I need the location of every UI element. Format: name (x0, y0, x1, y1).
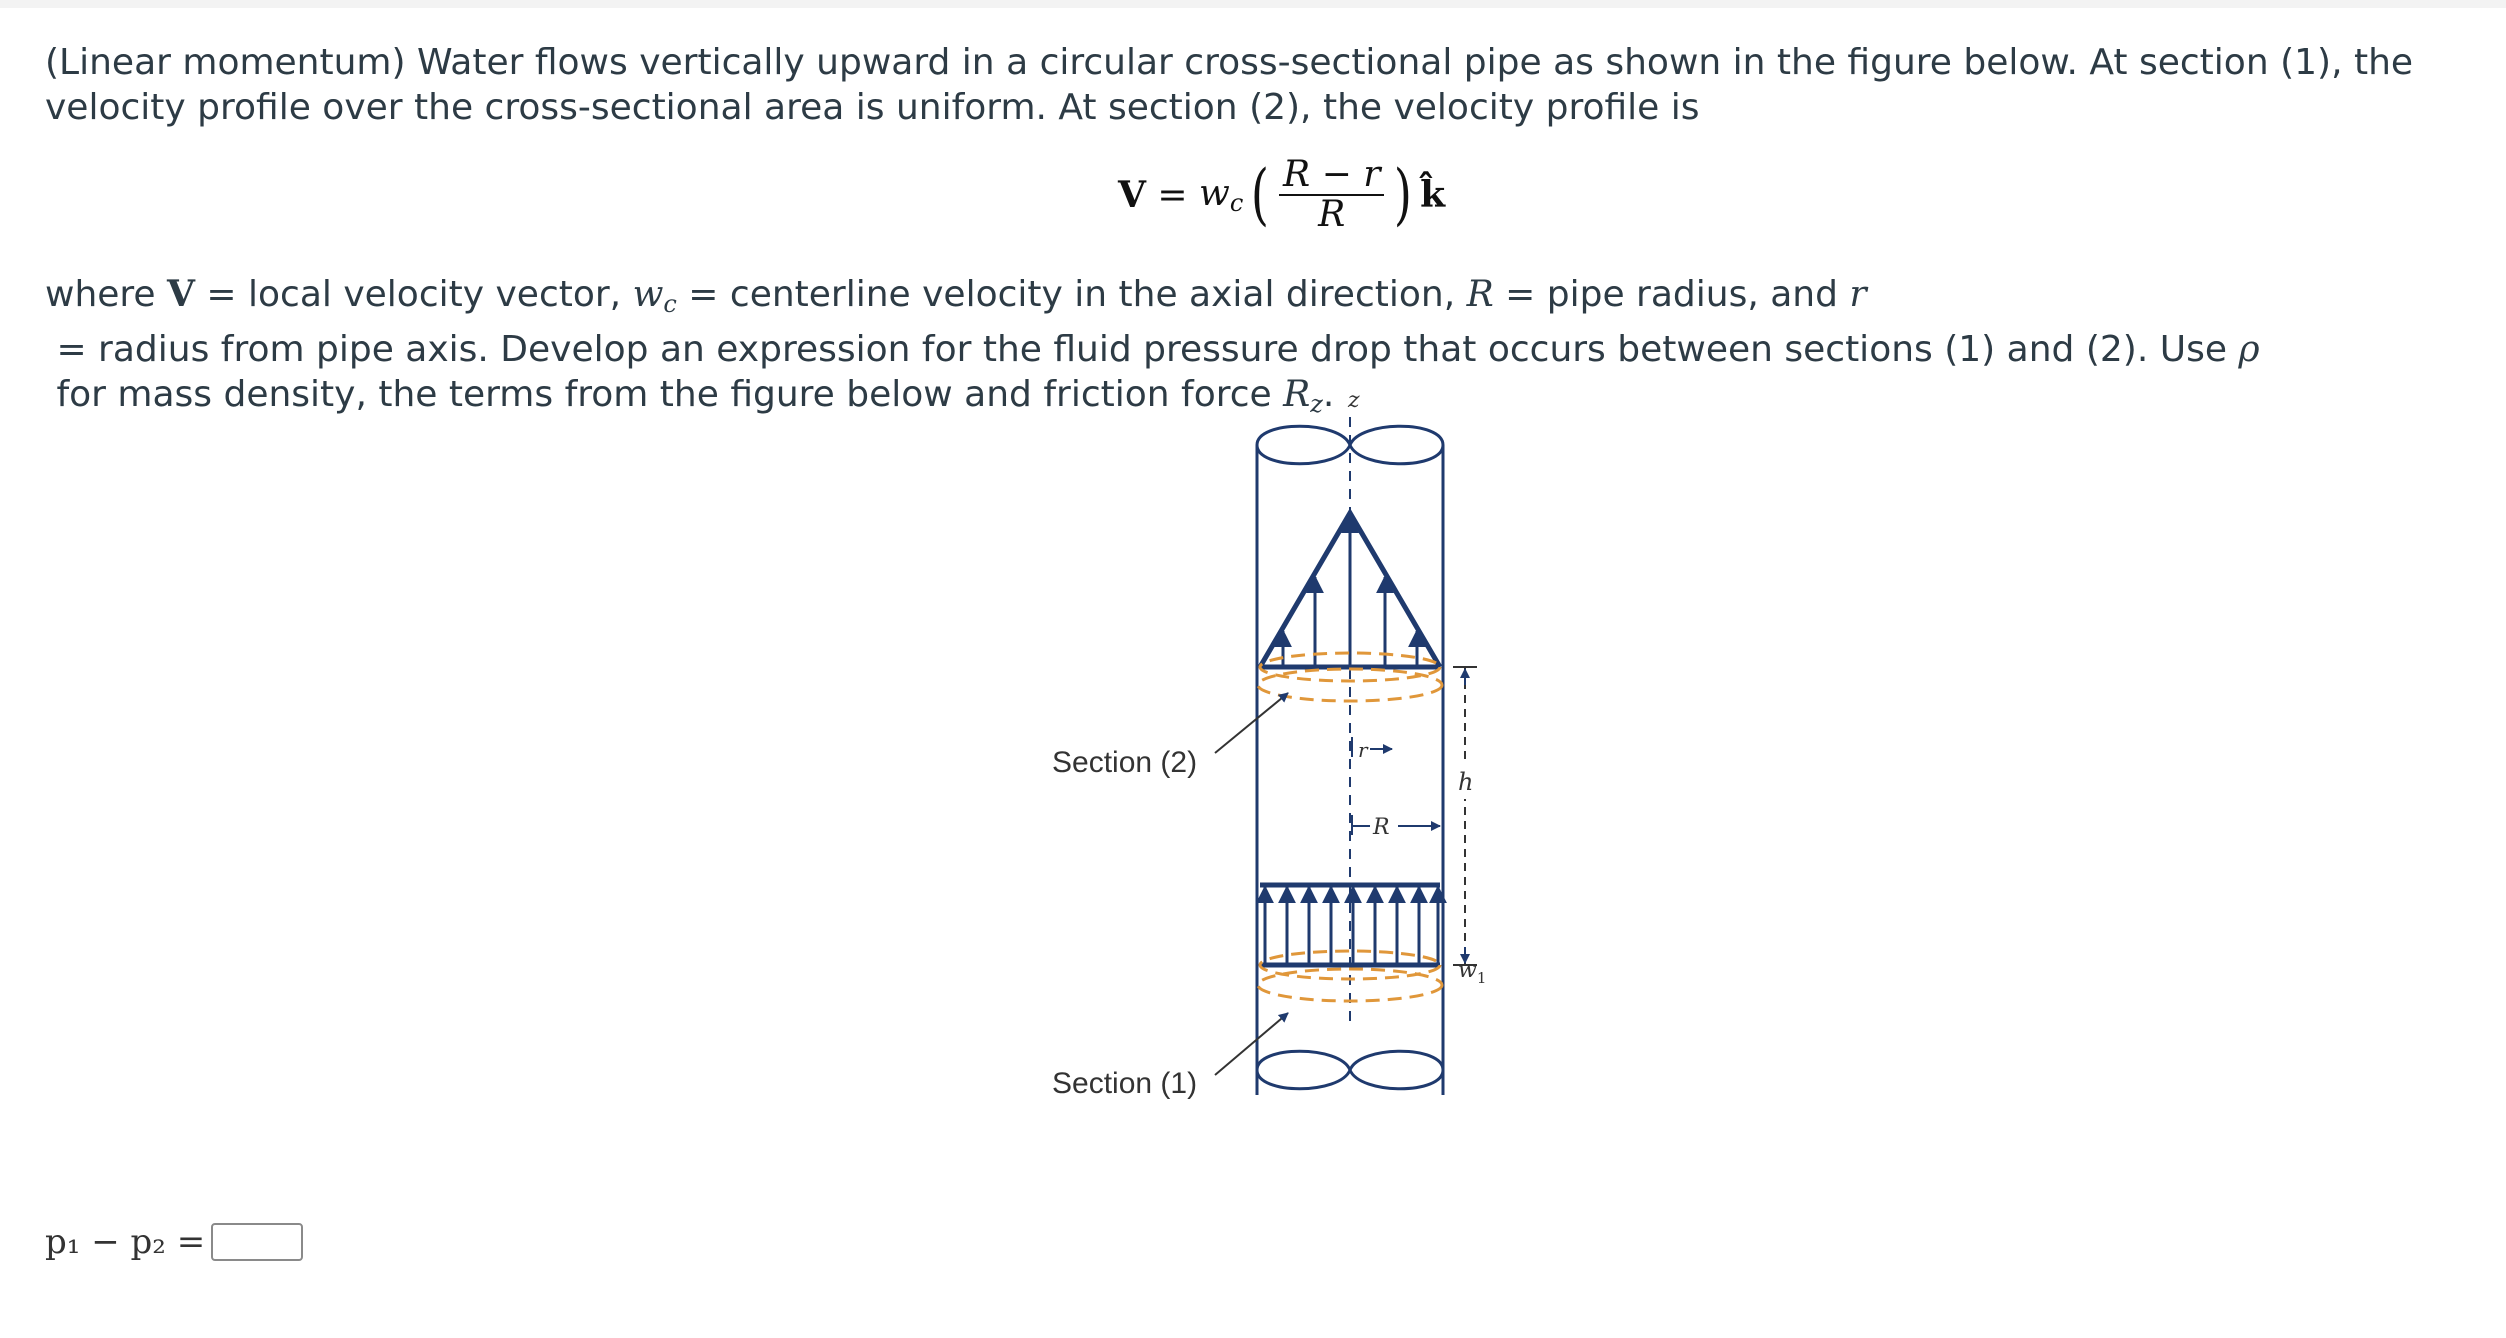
eq-left-paren: ( (1251, 156, 1270, 233)
h-label: h (1458, 768, 1474, 796)
R-label: R (1373, 815, 1390, 840)
eq-fraction (1279, 156, 1384, 234)
R-symbol: R (1466, 274, 1494, 315)
where-word: where (45, 274, 156, 315)
answer-label: p₁ − p₂ = (45, 1222, 206, 1262)
eq-equals: = (1145, 174, 1199, 216)
eq-wc: $w_c$ (1199, 173, 1244, 217)
v-def: = local velocity vector, (194, 274, 633, 315)
pipe-bottom-break (1257, 1051, 1443, 1089)
Rz-symbol: $R_z$ (1283, 374, 1323, 418)
rho-symbol: ρ (2238, 329, 2260, 370)
section1-label: Section (1) (1052, 1067, 1198, 1100)
rho-def: for mass density, the terms from the figure below and friction force (45, 374, 1284, 415)
r-def: = radius from pipe axis. Develop an expression for the fluid pressure drop that occurs between sections (1) and (2). Use (45, 329, 2239, 370)
answer-row (45, 1222, 303, 1262)
velocity-equation (1118, 150, 1445, 240)
r-label: r (1358, 738, 1368, 762)
end-period: . (1322, 374, 1335, 415)
problem-intro: (Linear momentum) Water flows vertically upward in a circular cross-sectional pipe as shown in the figure below. At section (1), the velocity profile over the cross-sectional area is uniform. At section (2), the velocity profile is (45, 42, 2414, 128)
w1-label: $w_1$ (1458, 958, 1487, 987)
pipe-figure (1040, 385, 1520, 1125)
section2-leader (1215, 693, 1288, 753)
eq-right-paren: ) (1394, 156, 1413, 233)
v-symbol: V (167, 273, 195, 315)
eq-lhs: V (1118, 174, 1146, 216)
eq-numerator: R − r (1279, 156, 1384, 196)
answer-input[interactable] (211, 1223, 303, 1261)
top-divider (0, 0, 2506, 8)
wc-def: = centerline velocity in the axial direction, (676, 274, 1467, 315)
eq-unit-vector: k̂ (1420, 174, 1446, 216)
section2-label: Section (2) (1052, 746, 1198, 779)
R-def: = pipe radius, and (1493, 274, 1850, 315)
eq-denominator: R (1318, 194, 1346, 235)
wc-symbol: $w_c$ (632, 274, 677, 318)
z-axis-label: z (1348, 388, 1360, 413)
r-symbol: r (1849, 274, 1867, 315)
